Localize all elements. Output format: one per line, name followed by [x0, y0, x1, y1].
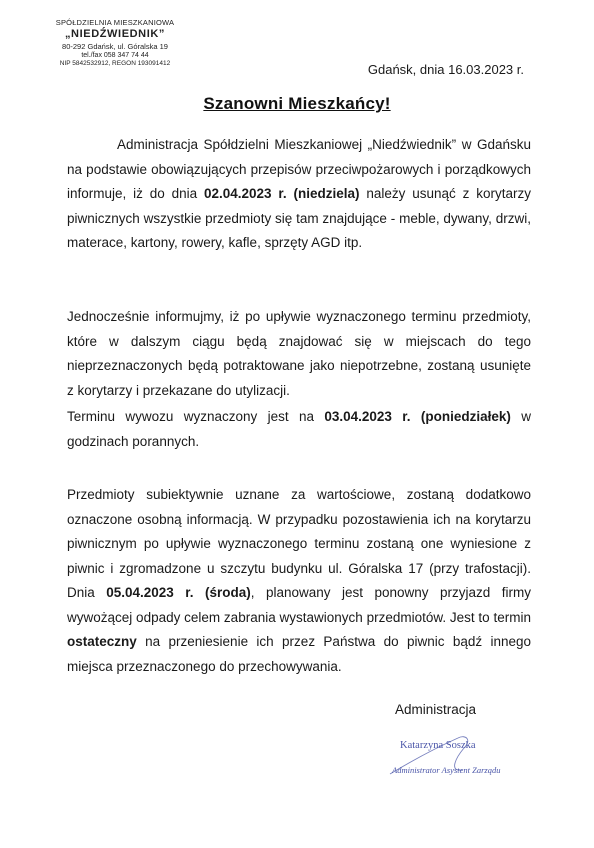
header-address: 80-292 Gdańsk, ul. Góralska 19 — [62, 42, 168, 51]
signature-stamp — [380, 726, 540, 786]
salutation-heading: Szanowni Mieszkańcy! — [203, 94, 391, 113]
closing-signoff: Administracja — [395, 702, 477, 717]
header-org-name: „NIEDŹWIEDNIK” — [64, 28, 166, 40]
p3-text-c: w godzinach porannych. — [67, 409, 532, 449]
p4-text-e: na przeniesienie ich przez Państwa do piwnic bądź innego miejsca przeznaczonego do przechowywania. — [67, 634, 531, 674]
header-tax-ids: NIP 5842532912, REGON 193091412 — [59, 60, 171, 67]
signature-name: Katarzyna Soszka — [400, 740, 476, 751]
place-and-date: Gdańsk, dnia 16.03.2023 r. — [367, 62, 524, 77]
header-org-type: SPÓŁDZIELNIA MIESZKANIOWA — [55, 18, 175, 27]
p4-final-word: ostateczny — [67, 634, 137, 649]
paragraph-deadline — [67, 133, 531, 256]
paragraph-valuables — [67, 483, 531, 679]
p1-deadline-date: 02.04.2023 r. (niedziela) — [203, 186, 360, 201]
p1-text-c: należy usunąć z korytarzy piwnicznych wszystkie przedmioty się tam znajdujące - meble, dywany, drzwi, materace, kartony, rowery, kafle, sprzęty AGD itp. — [67, 186, 531, 250]
p3-text-a: Terminu wywozu wyznaczony jest na — [67, 409, 325, 424]
paragraph-removal-date — [67, 405, 531, 454]
signature-title: Administrator Asystent Zarządu — [392, 765, 501, 775]
header-phone: tel./fax 058 347 74 44 — [81, 52, 149, 59]
cooperative-header-stamp — [40, 18, 190, 67]
p1-text-a: Administracja Spółdzielni Mieszkaniowej „Niedźwiednik” w Gdańsku na podstawie obowiązujących przepisów przeciwpożarowych i porządkowych informuje, iż do dnia — [67, 137, 531, 201]
p4-text-c: , planowany jest ponowny przyjazd firmy wywożącej odpady celem zabrania wystawionych przedmiotów. Jest to termin — [67, 585, 532, 625]
p4-text-a: Przedmioty subiektywnie uznane za wartościowe, zostaną dodatkowo oznaczone osobną informacją. W przypadku pozostawienia ich na korytarzu piwnicznym po upływie wyznaczonego terminu zostaną one wyniesione z piwnic i zgromadzone u szczytu budynku ul. Góralska 17 (przy trafostacji). Dnia — [67, 487, 531, 600]
p3-removal-date: 03.04.2023 r. (poniedziałek) — [324, 409, 511, 424]
p4-final-date: 05.04.2023 r. (środa) — [106, 585, 251, 600]
paragraph-consequences: Jednocześnie informujmy, iż po upływie wyznaczonego terminu przedmioty, które w dalszym ciągu będą znajdować się w miejscach do tego nieprzeznaczonych będą potraktowane jako niepotrzebne, zostaną usunięte z korytarzy i przekazane do utylizacji. — [67, 309, 531, 398]
